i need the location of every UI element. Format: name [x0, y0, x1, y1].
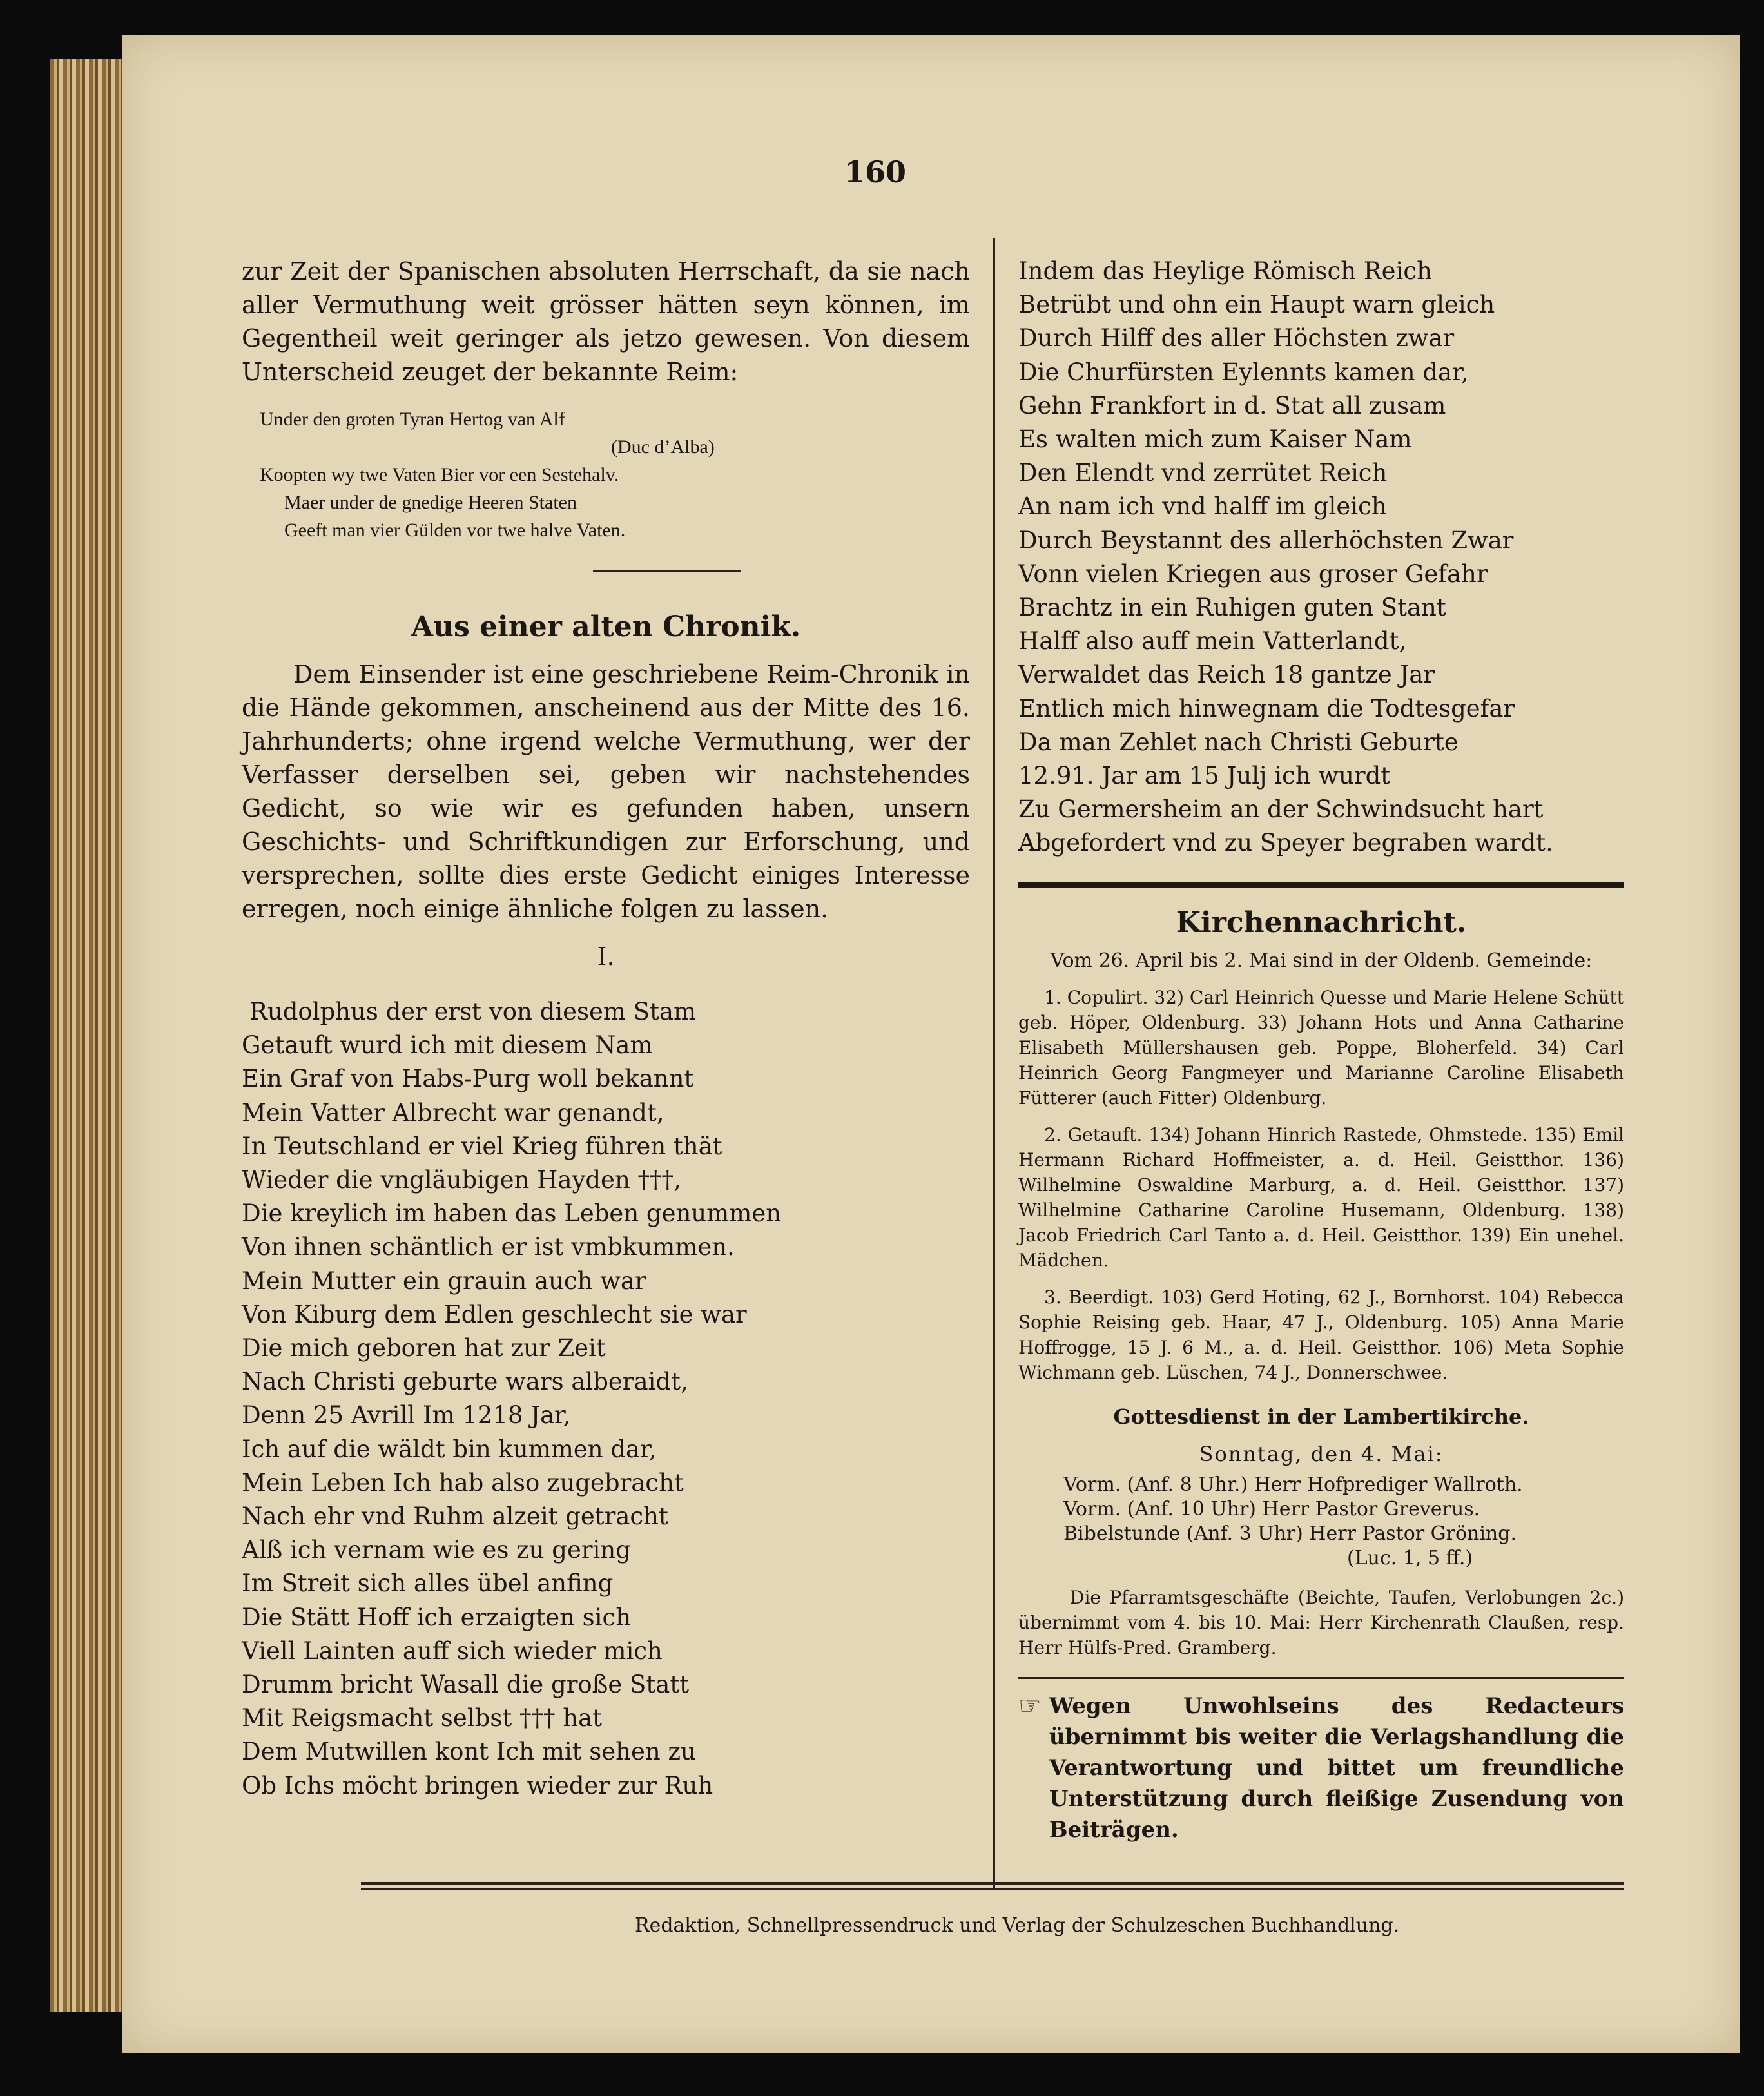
- left-column: [242, 255, 970, 1803]
- poem-line: Zu Germersheim an der Schwindsucht hart: [1018, 795, 1544, 824]
- dutch-rhyme: [242, 405, 970, 544]
- imprint-footer: Redaktion, Schnellpressendruck und Verlag der Schulzeschen Buchhandlung.: [635, 1914, 1400, 1937]
- poem-line: Wieder die vngläubigen Hayden †††,: [242, 1166, 681, 1194]
- poem-line: Drumm bricht Wasall die große Statt: [242, 1671, 690, 1699]
- chronicle-intro: Dem Einsender ist eine geschriebene Reim-Chronik in die Hände gekommen, anscheinend aus der Mitte des 16. Jahrhunderts; ohne irgend welche Vermuthung, wer der Verfasser derselben sei, geben wir nachstehendes Gedicht, so wie wir es gefunden haben, unsern Geschichts- und Schriftkundigen zur Erforschung, und versprechen, sollte dies erste Gedicht einiges Interesse erregen, noch einige ähnliche folgen zu lassen.: [242, 660, 970, 923]
- poem-line: Ich auf die wäldt bin kummen dar,: [242, 1435, 657, 1463]
- page-number: 160: [844, 155, 907, 189]
- poem-line: Mein Leben Ich hab also zugebracht: [242, 1468, 684, 1497]
- poem-line: Die mich geboren hat zur Zeit: [242, 1334, 606, 1363]
- notice-text: Wegen Unwohlseins des Redacteurs übernimmt bis weiter die Verlagshandlung die Verantwortung und bittet um freundliche Unterstützung durch fleißige Zusendung von Beiträgen.: [1049, 1693, 1624, 1843]
- baptisms: 2. Getauft. 134) Johann Hinrich Rastede, Ohmstede. 135) Emil Hermann Richard Hoffmeister, a. d. Heil. Geistthor. 136) Wilhelmine Oswaldine Marburg, a. d. Heil. Geistthor. 137) Wilhelmine Catharine Caroline Husemann, Oldenburg. 138) Jacob Friedrich Carl Tanto a. d. Heil. Geistthor. 139) Ein unehel. Mädchen.: [1018, 1123, 1624, 1271]
- poem-line: Alß ich vernam wie es zu gering: [242, 1536, 631, 1564]
- editor-notice: [1018, 1691, 1624, 1845]
- poem-line: 12.91. Jar am 15 Julj ich wurdt: [1018, 762, 1391, 790]
- poem-line: Viell Lainten auff sich wieder mich: [242, 1636, 663, 1665]
- poem-line: Entlich mich hinwegnam die Todtesgefar: [1018, 694, 1515, 723]
- section-number: I.: [597, 942, 615, 971]
- chronicle-heading: Aus einer alten Chronik.: [411, 610, 801, 643]
- church-intro: Vom 26. April bis 2. Mai sind in der Oldenb. Gemeinde:: [1050, 949, 1593, 972]
- marriages: 1. Copulirt. 32) Carl Heinrich Quesse und Marie Helene Schütt geb. Höper, Oldenburg. 33) Johann Hots und Anna Catharine Elisabeth Müllershausen geb. Poppe, Bloherfeld. 34) Carl Heinrich Georg Fangmeyer und Marianne Caroline Elisabeth Fütterer (auch Fitter) Oldenburg.: [1018, 986, 1624, 1109]
- short-divider: [593, 570, 741, 572]
- service-item: Vorm. (Anf. 8 Uhr.) Herr Hofprediger Wallroth.: [1063, 1473, 1523, 1496]
- service-item: Bibelstunde (Anf. 3 Uhr) Herr Pastor Gröning.: [1063, 1522, 1517, 1545]
- rhyme-line: Under den groten Tyran Hertog van Alf: [260, 409, 565, 430]
- poem-line: Verwaldet das Reich 18 gantze Jar: [1018, 661, 1435, 689]
- poem-line: Dem Mutwillen kont Ich mit sehen zu: [242, 1738, 696, 1766]
- rhyme-line: Maer under de gnedige Heeren Staten: [284, 492, 577, 513]
- poem-line: Mein Mutter ein grauin auch war: [242, 1266, 646, 1295]
- rhyme-line: (Duc d’Alba): [611, 436, 715, 458]
- burials: 3. Beerdigt. 103) Gerd Hoting, 62 J., Bornhorst. 104) Rebecca Sophie Reising geb. Haar, 47 J., Oldenburg. 105) Anna Marie Hoffrogge, 15 J. 6 M., a. d. Heil. Geistthor. 106) Meta Sophie Wichmann geb. Lüschen, 74 J., Donnerschwee.: [1018, 1286, 1624, 1383]
- poem-line: Abgefordert vnd zu Speyer begraben wardt.: [1018, 829, 1553, 857]
- parish-note: Die Pfarramtsgeschäfte (Beichte, Taufen, Verlobungen 2c.) übernimmt vom 4. bis 10. Mai: Herr Kirchenrath Claußen, resp. Herr Hülfs-Pred. Gramberg.: [1018, 1586, 1624, 1658]
- notice-rule: [1018, 1677, 1624, 1679]
- poem-line: Vonn vielen Kriegen aus groser Gefahr: [1018, 559, 1488, 588]
- rhyme-line: Geeft man vier Gülden vor twe halve Vaten.: [284, 519, 626, 541]
- poem-line: Halff also auff mein Vatterlandt,: [1018, 627, 1407, 655]
- service-item: (Luc. 1, 5 ff.): [1347, 1546, 1473, 1569]
- poem-line: Durch Beystannt des allerhöchsten Zwar: [1018, 526, 1514, 554]
- poem-line: Es walten mich zum Kaiser Nam: [1018, 425, 1412, 454]
- poem-line: Ob Ichs möcht bringen wieder zur Ruh: [242, 1771, 713, 1800]
- footer-rule-top: [361, 1882, 1624, 1885]
- poem-line: Rudolphus der erst von diesem Stam: [249, 998, 697, 1025]
- poem-line: Mit Reigsmacht selbst ††† hat: [242, 1704, 602, 1732]
- poem-line: Nach ehr vnd Ruhm alzeit getracht: [242, 1502, 668, 1531]
- poem-line: Den Elendt vnd zerrütet Reich: [1018, 459, 1388, 487]
- poem-line: Die Churfürsten Eylennts kamen dar,: [1018, 358, 1469, 386]
- service-list: [1018, 1473, 1624, 1571]
- poem-line: Betrübt und ohn ein Haupt warn gleich: [1018, 291, 1495, 319]
- poem-line: Von Kiburg dem Edlen geschlecht sie war: [242, 1300, 747, 1328]
- poem-line: Indem das Heylige Römisch Reich: [1018, 257, 1432, 285]
- service-item: Vorm. (Anf. 10 Uhr) Herr Pastor Greverus.: [1063, 1497, 1480, 1520]
- church-heading: Kirchennachricht.: [1176, 906, 1467, 939]
- intro-paragraph: zur Zeit der Spanischen absoluten Herrschaft, da sie nach aller Vermuthung weit grösser hätten seyn können, im Gegentheil weit geringer als jetzo gewesen. Von diesem Unterscheid zeuget der bekannte Reim:: [242, 257, 970, 386]
- poem-line: Die kreylich im haben das Leben genummen: [242, 1199, 782, 1228]
- poem-line: Durch Hilff des aller Höchsten zwar: [1018, 324, 1455, 353]
- poem-line: In Teutschland er viel Krieg führen thät: [242, 1132, 722, 1160]
- footer-rule-bottom: [361, 1888, 1624, 1890]
- pointing-hand-icon: ☞: [1018, 1691, 1042, 1721]
- book-edge: [50, 59, 134, 2012]
- poem-line: Gehn Frankfort in d. Stat all zusam: [1018, 391, 1446, 420]
- service-day: Sonntag, den 4. Mai:: [1199, 1441, 1444, 1466]
- column-divider: [993, 238, 995, 1888]
- poem-line: Denn 25 Avrill Im 1218 Jar,: [242, 1401, 571, 1430]
- rhyme-line: Koopten wy twe Vaten Bier vor een Sestehalv.: [260, 464, 619, 485]
- service-heading: Gottesdienst in der Lambertikirche.: [1113, 1404, 1529, 1429]
- poem-line: Brachtz in ein Ruhigen guten Stant: [1018, 594, 1446, 622]
- poem-left: [242, 995, 970, 1803]
- poem-line: Nach Christi geburte wars alberaidt,: [242, 1368, 688, 1396]
- poem-line: Da man Zehlet nach Christi Geburte: [1018, 728, 1459, 756]
- poem-line: Ein Graf von Habs-Purg woll bekannt: [242, 1065, 694, 1093]
- poem-line: An nam ich vnd halff im gleich: [1018, 492, 1387, 521]
- poem-line: Die Stätt Hoff ich erzaigten sich: [242, 1603, 632, 1631]
- poem-line: Im Streit sich alles übel anfing: [242, 1569, 614, 1598]
- section-rule: [1018, 882, 1624, 888]
- right-column: [1018, 255, 1624, 1845]
- poem-right: [1018, 255, 1624, 860]
- poem-line: Von ihnen schäntlich er ist vmbkummen.: [242, 1233, 735, 1261]
- poem-line: Getauft wurd ich mit diesem Nam: [242, 1031, 653, 1060]
- poem-line: Mein Vatter Albrecht war genandt,: [242, 1098, 664, 1127]
